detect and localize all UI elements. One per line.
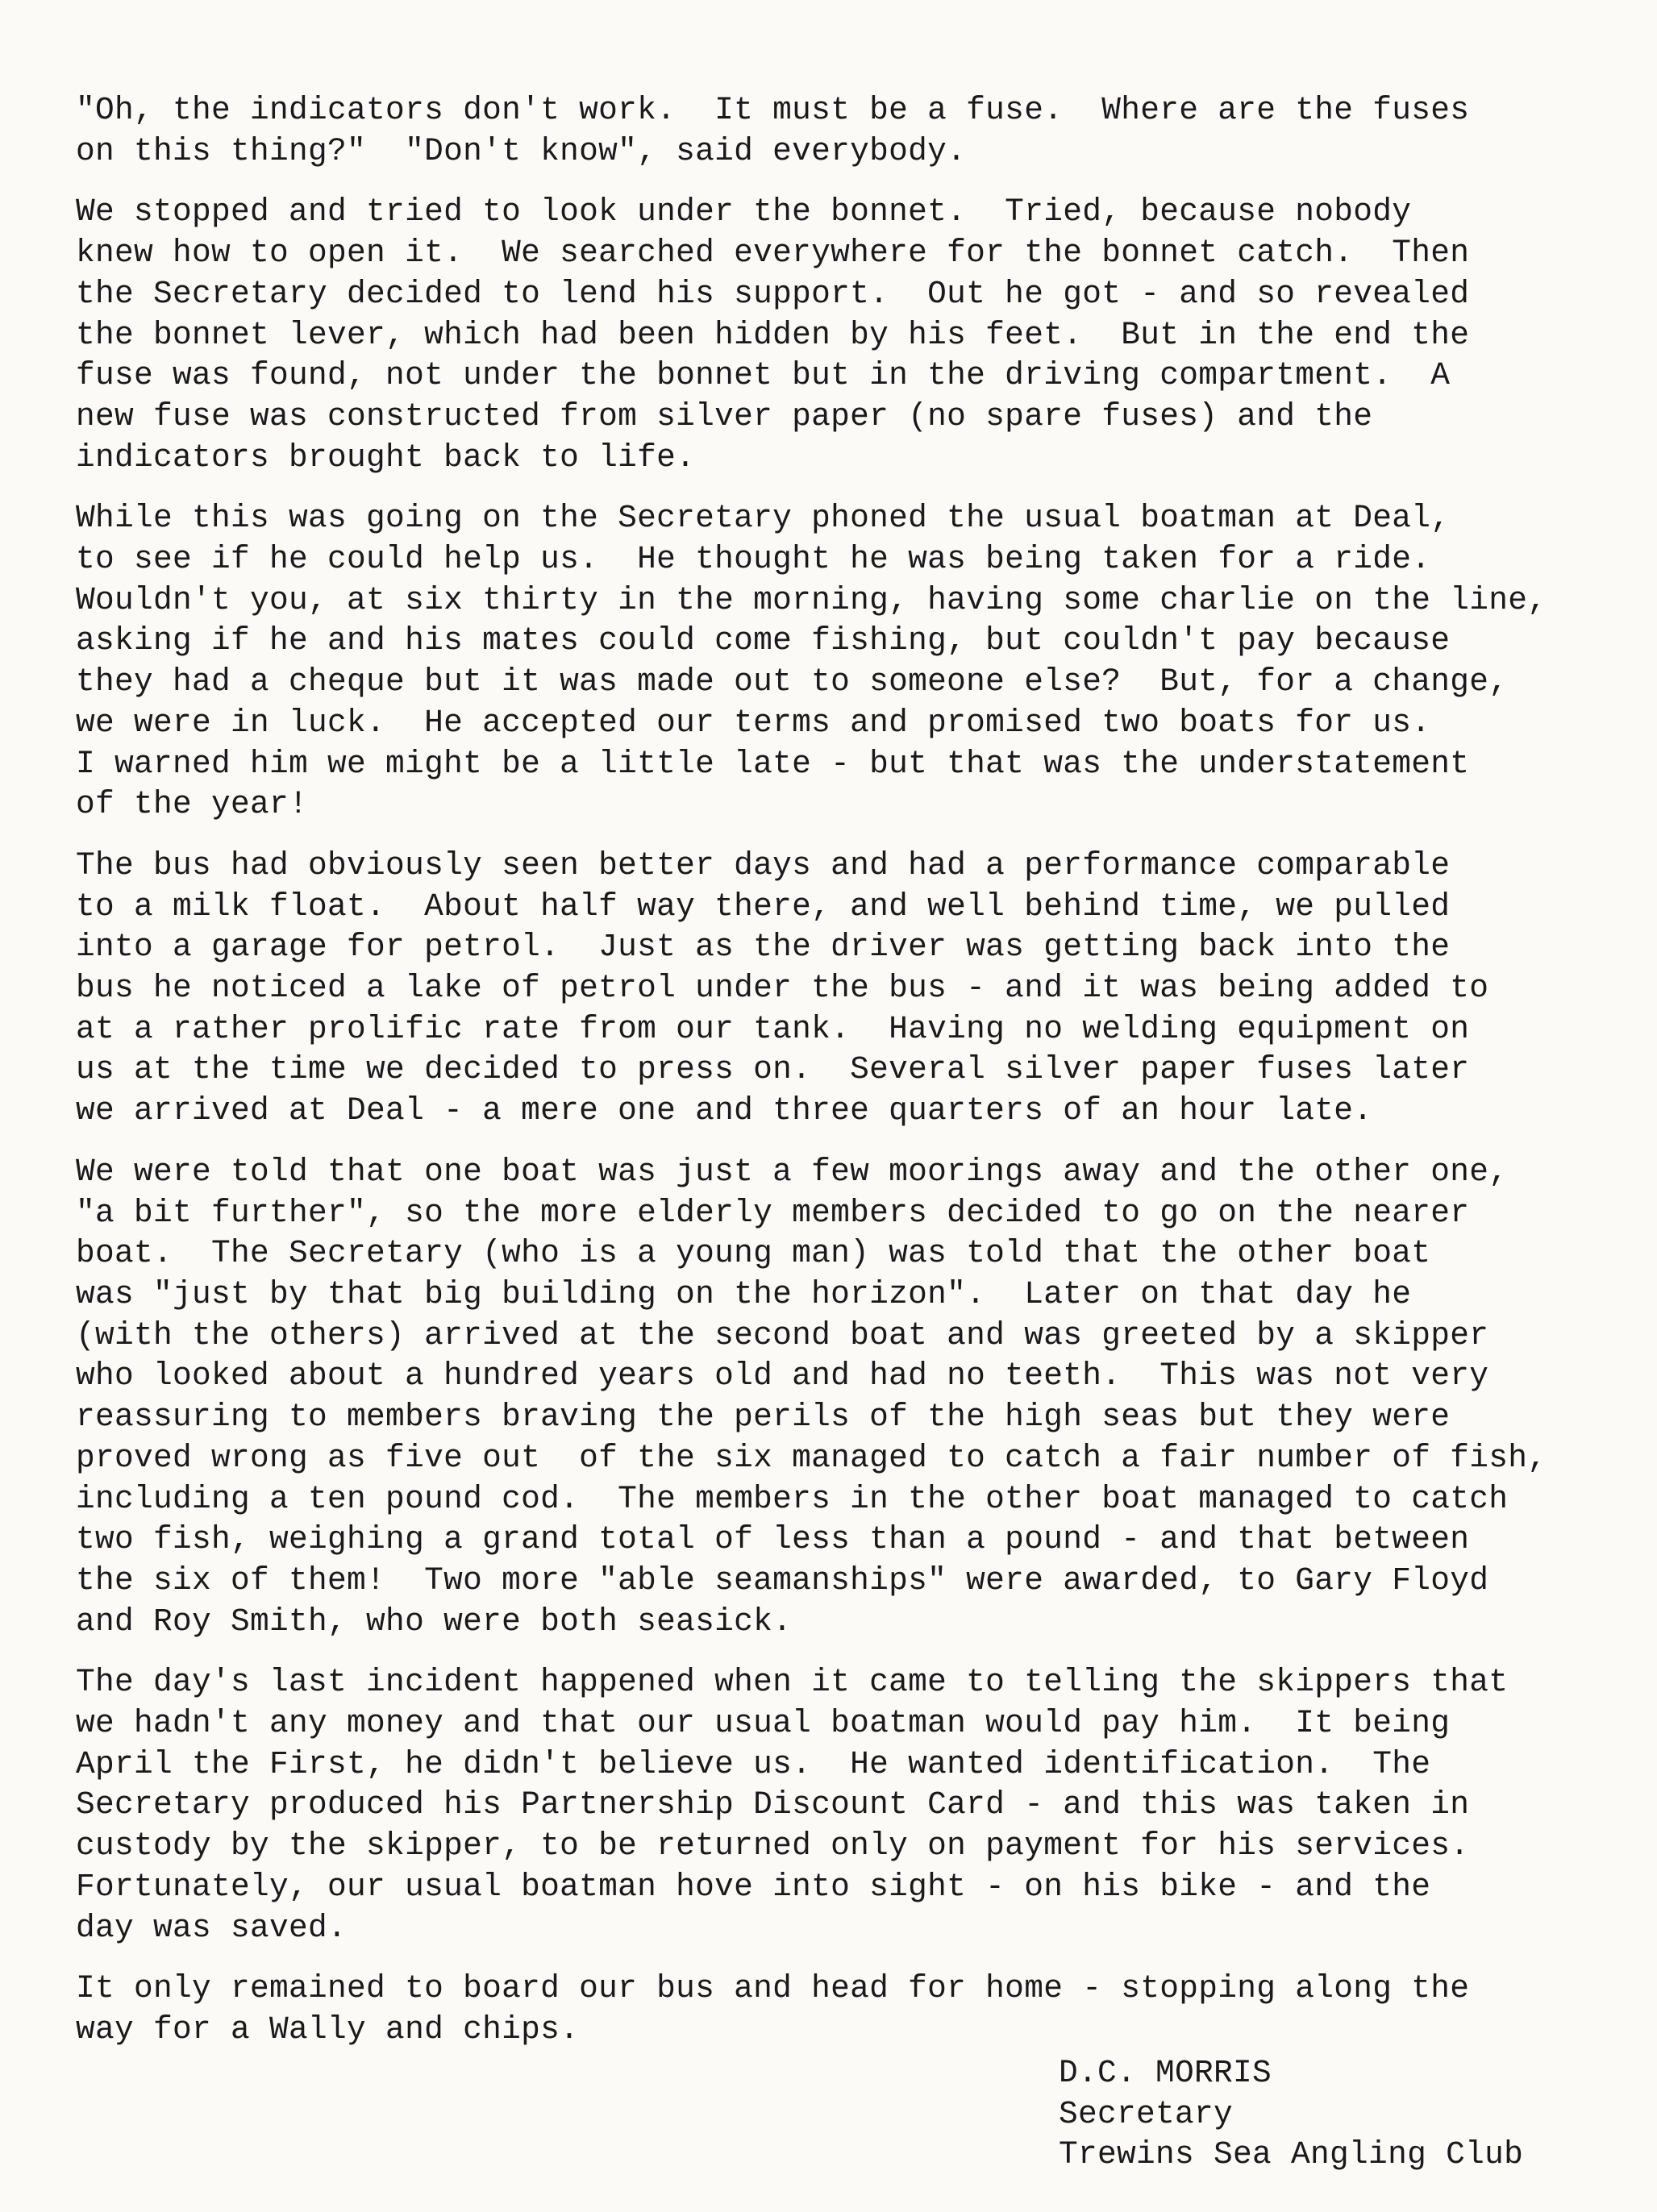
text-line: We were told that one boat was just a few moorings away and the other one,	[76, 1153, 1509, 1190]
text-line: the bonnet lever, which had been hidden by his feet. But in the end the	[76, 316, 1470, 353]
paragraph-2	[76, 192, 1632, 478]
text-line: the six of them! Two more "able seamanships" were awarded, to Gary Floyd	[76, 1561, 1489, 1599]
text-line: two fish, weighing a grand total of less than a pound - and that between	[76, 1521, 1470, 1558]
paragraph-1	[76, 90, 1632, 172]
text-line: was "just by that big building on the horizon". Later on that day he	[76, 1275, 1412, 1312]
text-line: "a bit further", so the more elderly members decided to go on the nearer	[76, 1194, 1470, 1231]
text-line: knew how to open it. We searched everywhere for the bonnet catch. Then	[76, 235, 1470, 272]
text-line: boat. The Secretary (who is a young man) was told that the other boat	[76, 1235, 1431, 1272]
text-line: of the year!	[76, 786, 309, 823]
paragraph-3	[76, 498, 1632, 825]
text-line: we were in luck. He accepted our terms and promised two boats for us.	[76, 704, 1431, 741]
text-line: including a ten pound cod. The members in the other boat managed to catch	[76, 1480, 1509, 1517]
text-line: the Secretary decided to lend his support. Out he got - and so revealed	[76, 275, 1470, 312]
text-line: "Oh, the indicators don't work. It must be a fuse. Where are the fuses	[76, 92, 1470, 128]
text-line: and Roy Smith, who were both seasick.	[76, 1603, 793, 1640]
text-line: to see if he could help us. He thought he was being taken for a ride.	[76, 541, 1431, 578]
signatory-name: D.C. MORRIS	[1059, 2055, 1272, 2091]
paragraph-6	[76, 1662, 1632, 1948]
signature-block	[1059, 2053, 1523, 2176]
text-line: day was saved.	[76, 1909, 348, 1946]
text-line: I warned him we might be a little late - but that was the understatement	[76, 745, 1470, 782]
text-line: The bus had obviously seen better days and had a performance comparable	[76, 846, 1451, 884]
text-line: to a milk float. About half way there, and well behind time, we pulled	[76, 888, 1451, 925]
text-line: they had a cheque but it was made out to someone else? But, for a change,	[76, 663, 1509, 701]
text-line: The day's last incident happened when it came to telling the skippers that	[76, 1664, 1509, 1701]
text-line: new fuse was constructed from silver paper (no spare fuses) and the	[76, 397, 1373, 434]
text-line: into a garage for petrol. Just as the driver was getting back into the	[76, 929, 1451, 966]
text-line: who looked about a hundred years old and had no teeth. This was not very	[76, 1358, 1489, 1395]
text-line: we arrived at Deal - a mere one and three quarters of an hour late.	[76, 1092, 1373, 1129]
text-line: fuse was found, not under the bonnet but in the driving compartment. A	[76, 357, 1451, 394]
text-line: us at the time we decided to press on. Several silver paper fuses later	[76, 1051, 1470, 1088]
paragraph-7	[76, 1969, 1632, 2050]
text-line: Fortunately, our usual boatman hove into sight - on his bike - and the	[76, 1868, 1431, 1905]
text-line: We stopped and tried to look under the bonnet. Tried, because nobody	[76, 193, 1412, 231]
text-line: While this was going on the Secretary phoned the usual boatman at Deal,	[76, 500, 1451, 537]
text-line: (with the others) arrived at the second boat and was greeted by a skipper	[76, 1316, 1489, 1353]
text-line: proved wrong as five out of the six managed to catch a fair number of fish,	[76, 1439, 1547, 1476]
text-line: April the First, he didn't believe us. He wanted identification. The	[76, 1745, 1431, 1782]
article-body	[76, 90, 1632, 2071]
text-line: custody by the skipper, to be returned only on payment for his services.	[76, 1827, 1470, 1865]
paragraph-4	[76, 846, 1632, 1132]
text-line: indicators brought back to life.	[76, 439, 696, 476]
paragraph-5	[76, 1152, 1632, 1642]
text-line: at a rather prolific rate from our tank. Having no welding equipment on	[76, 1010, 1470, 1047]
text-line: asking if he and his mates could come fishing, but couldn't pay because	[76, 622, 1451, 659]
text-line: on this thing?" "Don't know", said everybody.	[76, 132, 967, 169]
signatory-title: Secretary	[1059, 2095, 1234, 2132]
signatory-organization: Trewins Sea Angling Club	[1059, 2136, 1524, 2173]
text-line: way for a Wally and chips.	[76, 2010, 580, 2048]
text-line: we hadn't any money and that our usual boatman would pay him. It being	[76, 1705, 1451, 1742]
text-line: Secretary produced his Partnership Discount Card - and this was taken in	[76, 1786, 1470, 1823]
text-line: reassuring to members braving the perils of the high seas but they were	[76, 1399, 1451, 1436]
text-line: It only remained to board our bus and head for home - stopping along the	[76, 1970, 1470, 2007]
text-line: Wouldn't you, at six thirty in the morning, having some charlie on the line,	[76, 581, 1547, 618]
text-line: bus he noticed a lake of petrol under the bus - and it was being added to	[76, 970, 1489, 1007]
